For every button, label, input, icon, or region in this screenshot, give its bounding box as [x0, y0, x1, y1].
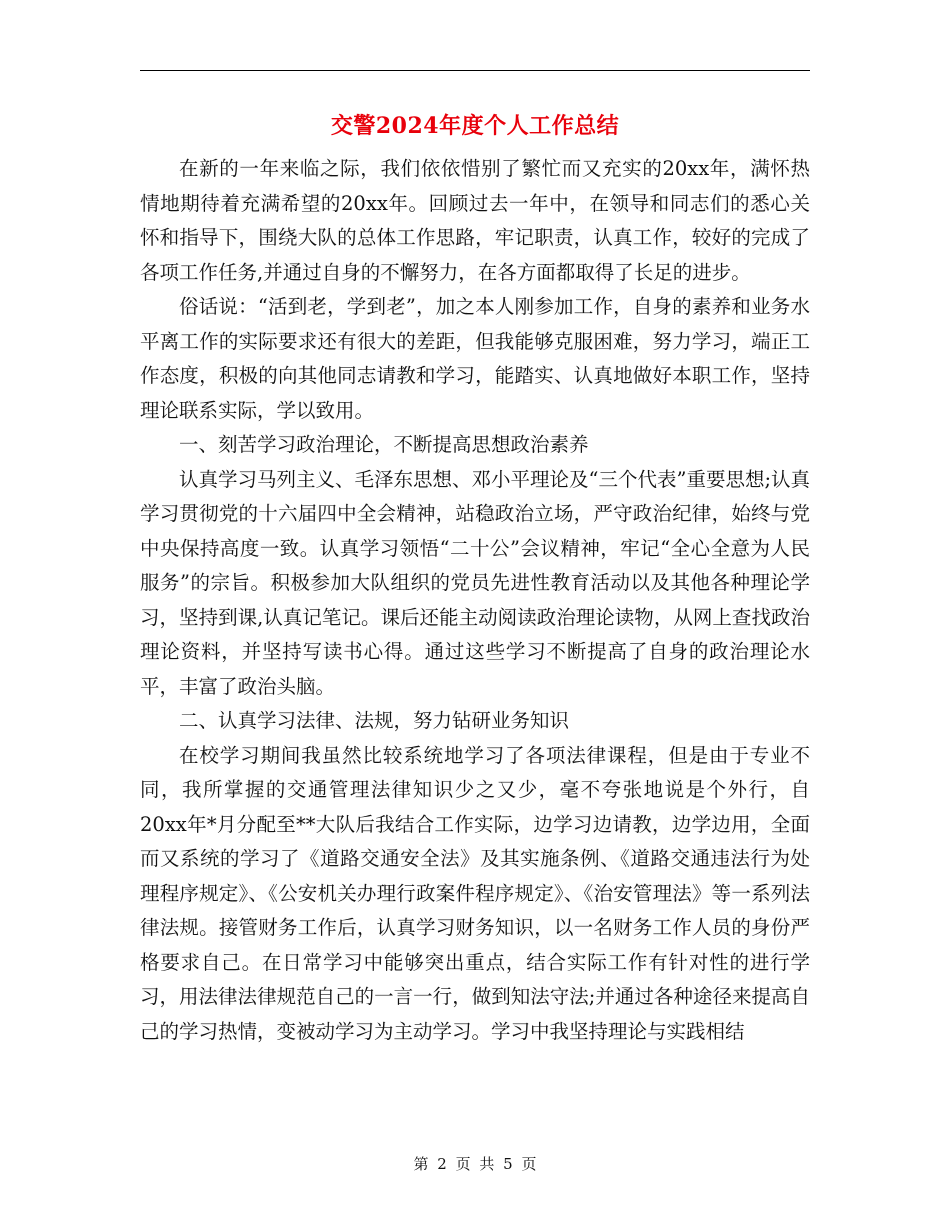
page-footer: 第 2 页 共 5 页: [413, 1155, 537, 1173]
paragraph-political-study: 认真学习马列主义、毛泽东思想、邓小平理论及“三个代表”重要思想;认真学习贯彻党的十六届四中全会精神，站稳政治立场，严守政治纪律，始终与党中央保持高度一致。认真学习领悟“二十公”会议精神，牢记“全心全意为人民服务”的宗旨。积极参加大队组织的党员先进性教育活动以及其他各种理论学习，坚持到课,认真记笔记。课后还能主动阅读政治理论读物，从网上查找政治理论资料，并坚持写读书心得。通过这些学习不断提高了自身的政治理论水平，丰富了政治头脑。: [140, 467, 811, 698]
paragraph-saying: 俗话说：“活到老，学到老”，加之本人刚参加工作，自身的素养和业务水平离工作的实际要求还有很大的差距，但我能够克服困难，努力学习，端正工作态度，积极的向其他同志请教和学习，能踏实、认真地做好本职工作，坚持理论联系实际，学以致用。: [140, 295, 810, 422]
section-heading-2: 二、认真学习法律、法规，努力钻研业务知识: [179, 709, 570, 732]
paragraph-intro: 在新的一年来临之际，我们依依惜别了繁忙而又充实的20xx年，满怀热情地期待着充满希望的20xx年。回顾过去一年中，在领导和同志们的悉心关怀和指导下，围绕大队的总体工作思路，牢记职责，认真工作，较好的完成了各项工作任务,并通过自身的不懈努力，在各方面都取得了长足的进步。: [140, 157, 810, 284]
document-title: 交警2024年度个人工作总结: [330, 113, 620, 139]
section-heading-1: 一、刻苦学习政治理论，不断提高思想政治素养: [179, 433, 589, 456]
header-rule: [140, 70, 810, 71]
paragraph-legal-study: 在校学习期间我虽然比较系统地学习了各项法律课程，但是由于专业不同，我所掌握的交通管理法律知识少之又少，毫不夸张地说是个外行，自20xx年*月分配至**大队后我结合工作实际，边学习边请教，边学边用，全面而又系统的学习了《道路交通安全法》及其实施条例、《道路交通违法行为处理程序规定》、《公安机关办理行政案件程序规定》、《治安管理法》等一系列法律法规。接管财务工作后，认真学习财务知识，以一名财务工作人员的身份严格要求自己。在日常学习中能够突出重点，结合实际工作有针对性的进行学习，用法律法律规范自己的一言一行，做到知法守法;并通过各种途径来提高自己的学习热情，变被动学习为主动学习。学习中我坚持理论与实践相结: [140, 743, 810, 1043]
document-body: [140, 152, 810, 1049]
